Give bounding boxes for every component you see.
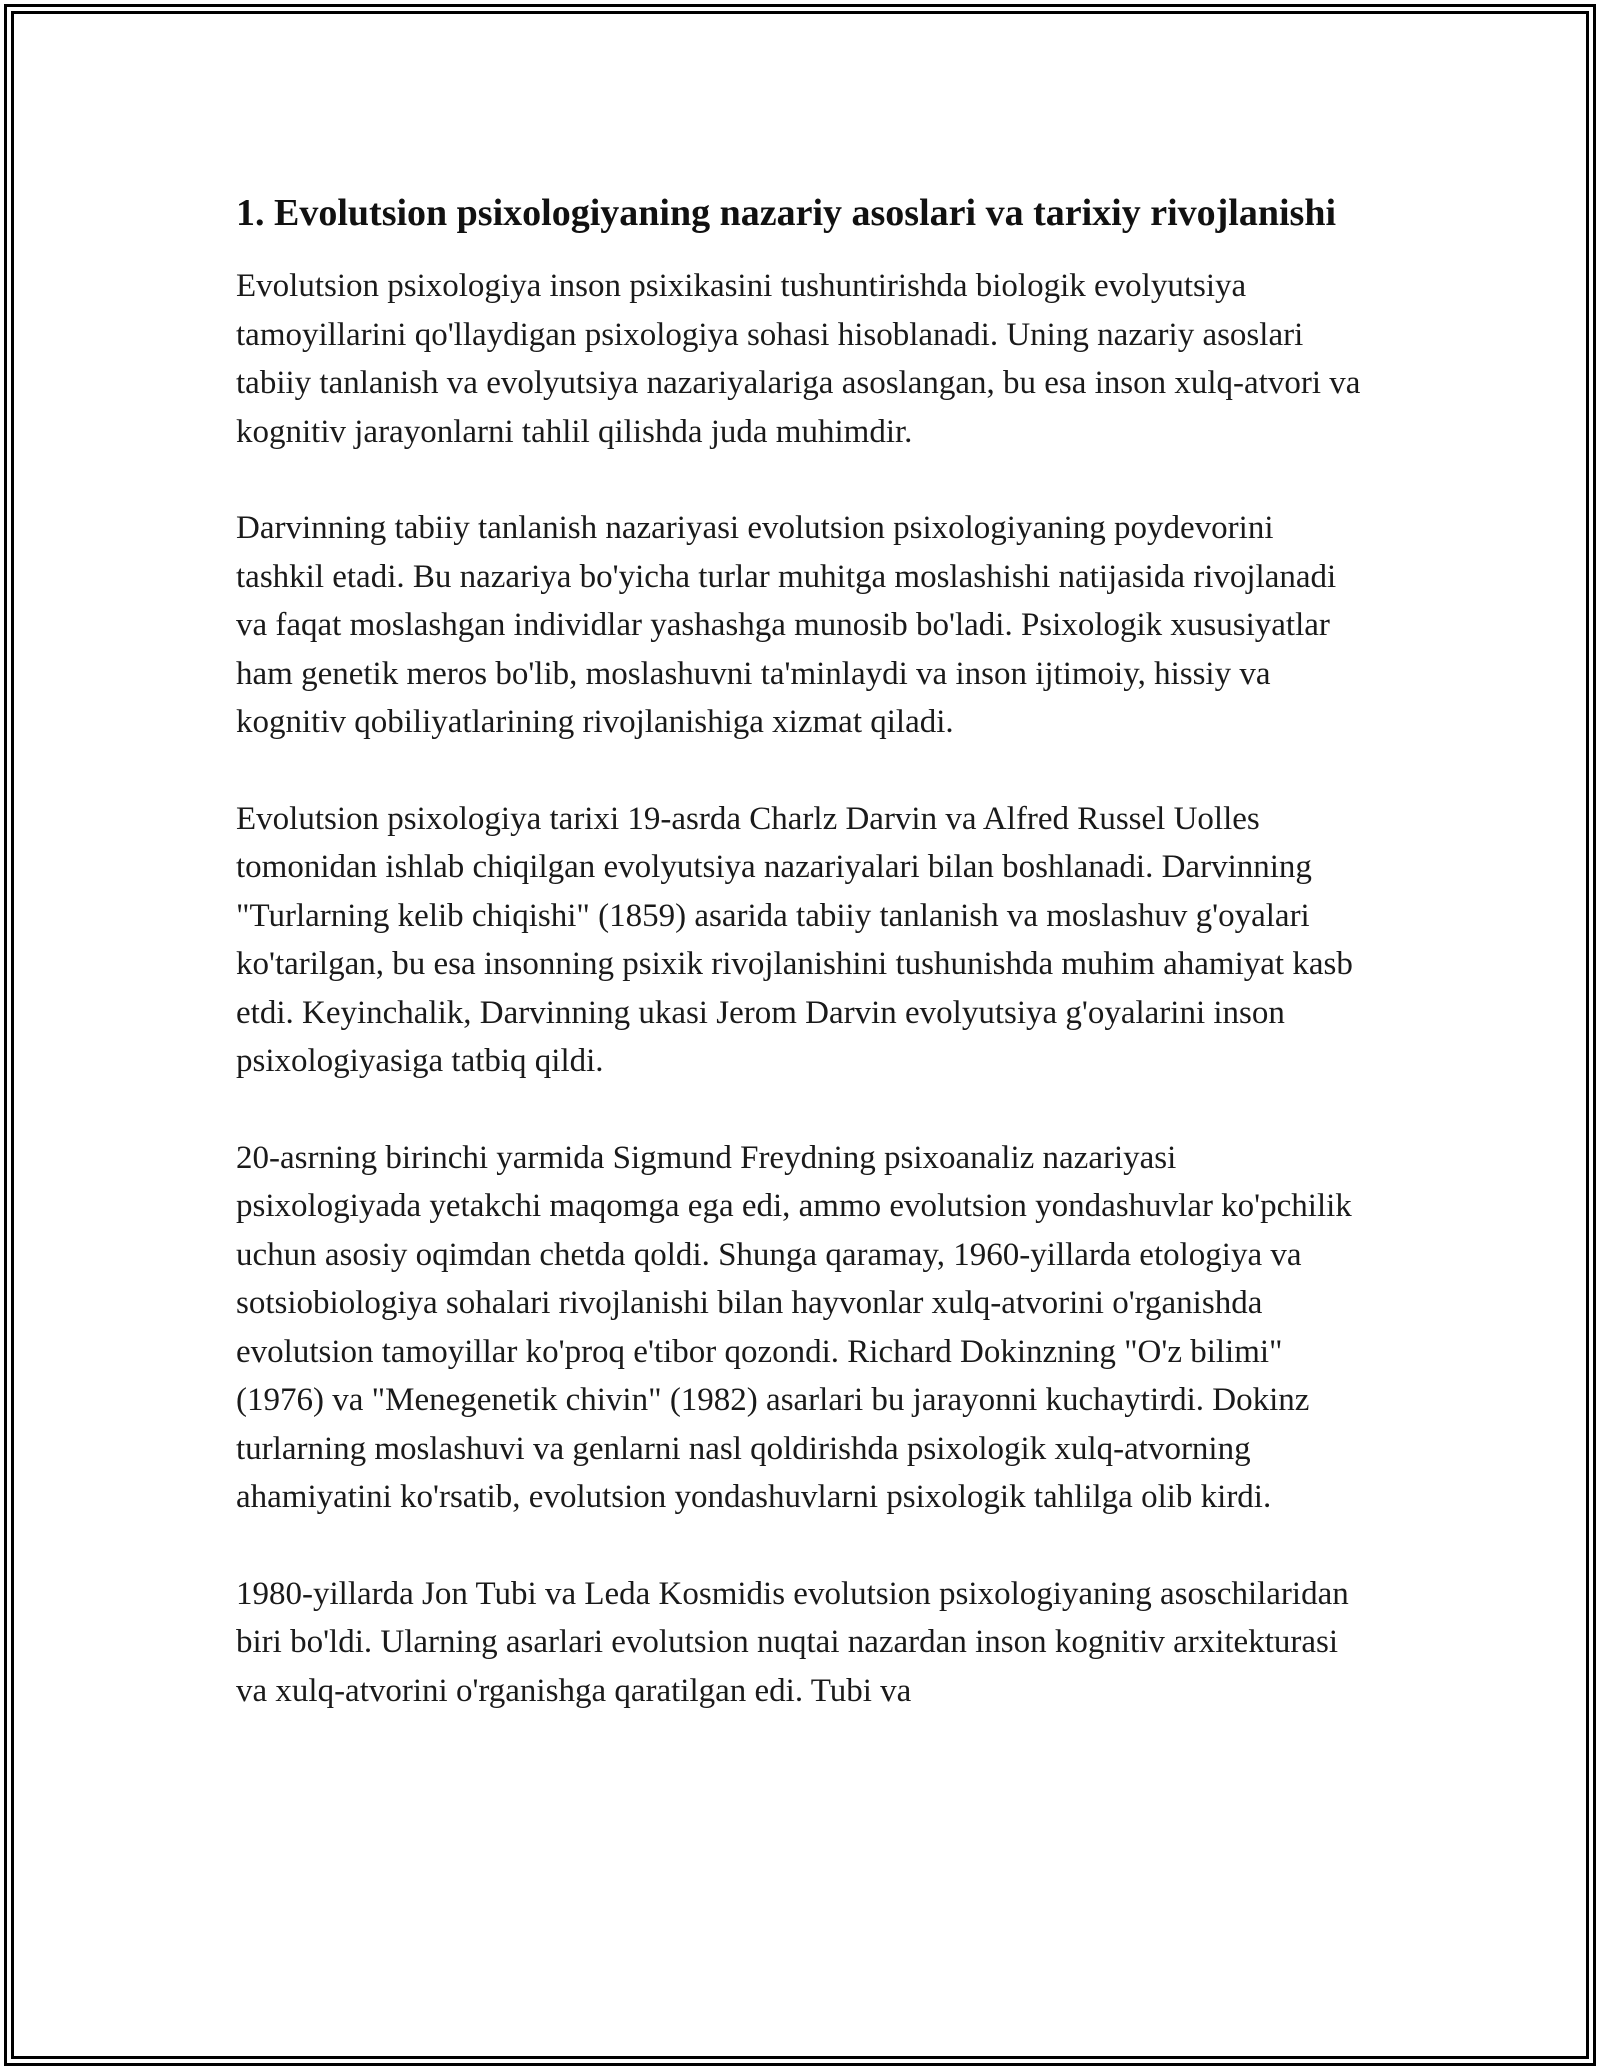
paragraph: Darvinning tabiiy tanlanish nazariyasi evolutsion psixologiyaning poydevorini tashkil etadi. Bu nazariya bo'yicha turlar muhitga moslashishi natijasida rivojlanadi va faqat moslashgan individlar yashashga munosib bo'ladi. Psixologik xususiyatlar ham genetik meros bo'lib, moslashuvni ta'minlaydi va inson ijtimoiy, hissiy va kognitiv qobiliyatlarining rivojlanishiga xizmat qiladi.	[236, 510, 1337, 740]
paragraph: Evolutsion psixologiya tarixi 19-asrda Charlz Darvin va Alfred Russel Uolles tomonidan ishlab chiqilgan evolyutsiya nazariyalari bilan boshlanadi. Darvinning "Turlarning kelib chiqishi" (1859) asarida tabiiy tanlanish va moslashuv g'oyalari ko'tarilgan, bu esa insonning psixik rivojlanishini tushunishda muhim ahamiyat kasb etdi. Keyinchalik, Darvinning ukasi Jerom Darvin evolyutsiya g'oyalarini inson psixologiyasiga tatbiq qildi.	[236, 800, 1353, 1079]
document-body	[236, 186, 1366, 1763]
paragraph: Evolutsion psixologiya inson psixikasini tushuntirishda biologik evolyutsiya tamoyillarini qo'llaydigan psixologiya sohasi hisoblanadi. Uning nazariy asoslari tabiiy tanlanish va evolyutsiya nazariyalariga asoslangan, bu esa inson xulq-atvori va kognitiv jarayonlarni tahlil qilishda juda muhimdir.	[236, 268, 1361, 450]
section-heading: 1. Evolutsion psixologiyaning nazariy asoslari va tarixiy rivojlanishi	[236, 192, 1337, 234]
paragraph: 1980-yillarda Jon Tubi va Leda Kosmidis evolutsion psixologiyaning asoschilaridan biri bo'ldi. Ularning asarlari evolutsion nuqtai nazardan inson kognitiv arxitekturasi va xulq-atvorini o'rganishga qaratilgan edi. Tubi va	[236, 1575, 1349, 1709]
paragraph: 20-asrning birinchi yarmida Sigmund Freydning psixoanaliz nazariyasi psixologiyada yetakchi maqomga ega edi, ammo evolutsion yondashuvlar ko'pchilik uchun asosiy oqimdan chetda qoldi. Shunga qaramay, 1960-yillarda etologiya va sotsiobiologiya sohalari rivojlanishi bilan hayvonlar xulq-atvorini o'rganishda evolutsion tamoyillar ko'proq e'tibor qozondi. Richard Dokinzning "O'z bilimi" (1976) va "Menegenetik chivin" (1982) asarlari bu jarayonni kuchaytirdi. Dokinz turlarning moslashuvi va genlarni nasl qoldirishda psixologik xulq-atvorning ahamiyatini ko'rsatib, evolutsion yondashuvlarni psixologik tahlilga olib kirdi.	[236, 1139, 1352, 1515]
